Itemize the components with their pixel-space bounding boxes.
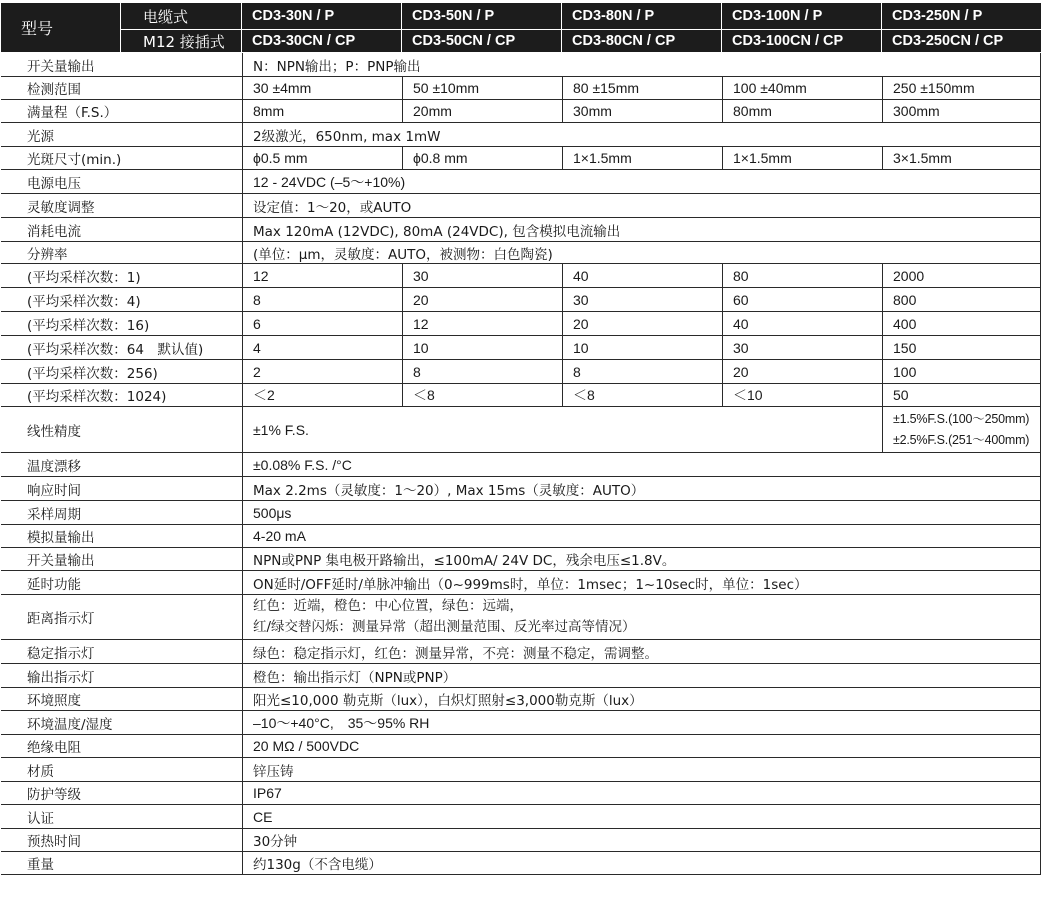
cell-30: 8	[242, 288, 402, 311]
row-avg-4	[1, 288, 1041, 312]
cell-250: 150	[882, 336, 1041, 359]
row-certification	[1, 805, 1041, 829]
row-value: 500μs	[242, 501, 1041, 524]
row-label: 环境温度/湿度	[27, 716, 113, 733]
cell-250: 100	[882, 360, 1041, 383]
row-label: 环境照度	[27, 693, 81, 709]
cell-80: 20	[562, 312, 722, 335]
row-value: 设定值：1～20，或AUTO	[242, 194, 1041, 217]
row-label: (平均采样次数：1)	[27, 269, 141, 286]
row-label: 预热时间	[27, 834, 81, 850]
row-value: ON延时/OFF延时/单脉冲输出（0~999ms时，单位：1msec；1~10sec时，单位：1sec）	[242, 571, 1041, 594]
row-label: 距离指示灯	[27, 611, 95, 627]
row-value: N：NPN输出；P：PNP输出	[242, 53, 1041, 76]
row-output-indicator	[1, 664, 1041, 688]
row-label: 模拟量输出	[27, 530, 95, 546]
row-label: 光源	[27, 128, 54, 145]
row-full-scale	[1, 100, 1041, 123]
cell-80: ＜8	[562, 384, 722, 406]
cell-100: 80	[722, 264, 882, 287]
row-sensitivity	[1, 194, 1041, 218]
cell-50: 20	[402, 288, 562, 311]
distance-line-2: 红/绿交替闪烁：测量异常（超出测量范围、反光率过高等情况）	[253, 619, 636, 635]
row-label: 延时功能	[27, 576, 81, 593]
model-header-cell: 型号	[1, 3, 121, 53]
cell-50: 8	[402, 360, 562, 383]
cell-50: 30	[402, 264, 562, 287]
model-cable-80: CD3-80N / P	[562, 3, 722, 30]
cell-100: ＜10	[722, 384, 882, 406]
cell-100: 20	[722, 360, 882, 383]
cell-30: 12	[242, 264, 402, 287]
m12-type-label: M12 接插式	[121, 30, 242, 53]
row-ambient-light	[1, 688, 1041, 711]
row-label: (平均采样次数：1024)	[27, 389, 167, 405]
row-label: 响应时间	[27, 482, 81, 499]
row-label: 灵敏度调整	[27, 199, 95, 216]
cell-50: 20mm	[402, 100, 562, 122]
cell-250: 250 ±150mm	[882, 77, 1041, 99]
row-value: 绿色：稳定指示灯，红色：测量异常，不亮：测量不稳定，需调整。	[242, 640, 1041, 663]
cell-250	[882, 407, 1041, 452]
row-label: 温度漂移	[27, 458, 81, 475]
row-label: 开关量输出	[27, 553, 95, 569]
cell-250: 300mm	[882, 100, 1041, 122]
row-stable-indicator	[1, 640, 1041, 664]
cell-30: ＜2	[242, 384, 402, 406]
cell-80: 40	[562, 264, 722, 287]
row-value: 约130g（不含电缆）	[242, 852, 1041, 874]
row-weight	[1, 852, 1041, 875]
cell-50: ＜8	[402, 384, 562, 406]
cell-80: 80 ±15mm	[562, 77, 722, 99]
row-temp-drift	[1, 453, 1041, 477]
row-warmup	[1, 829, 1041, 852]
cell-100: 80mm	[722, 100, 882, 122]
spec-table	[1, 3, 1041, 875]
cell-30: 8mm	[242, 100, 402, 122]
row-value: 4-20 mA	[242, 525, 1041, 547]
cell-80: 30	[562, 288, 722, 311]
row-value: Max 2.2ms（灵敏度：1～20）, Max 15ms（灵敏度：AUTO）	[242, 477, 1041, 500]
cell-100: 1×1.5mm	[722, 147, 882, 169]
row-label: 认证	[27, 810, 54, 827]
row-label: 分辨率	[27, 246, 68, 263]
row-light-source	[1, 123, 1041, 147]
row-label: 满量程（F.S.）	[27, 105, 118, 121]
row-value: 12 - 24VDC (–5～+10%)	[242, 170, 1041, 193]
row-response-time	[1, 477, 1041, 501]
model-cable-30: CD3-30N / P	[242, 3, 402, 30]
cell-250: 400	[882, 312, 1041, 335]
row-avg-1024	[1, 384, 1041, 407]
row-label: (平均采样次数：4)	[27, 293, 141, 310]
model-m12-80: CD3-80CN / CP	[562, 30, 722, 53]
row-detection-range	[1, 77, 1041, 100]
row-protection	[1, 782, 1041, 805]
model-m12-50: CD3-50CN / CP	[402, 30, 562, 53]
row-value: 2级激光，650nm, max 1mW	[242, 123, 1041, 146]
model-cable-50: CD3-50N / P	[402, 3, 562, 30]
cell-80: 1×1.5mm	[562, 147, 722, 169]
row-value: –10～+40°C, 35～95% RH	[242, 711, 1041, 734]
row-value: NPN或PNP 集电极开路输出，≤100mA/ 24V DC，残余电压≤1.8V。	[242, 548, 1041, 570]
row-avg-256	[1, 360, 1041, 384]
model-m12-100: CD3-100CN / CP	[722, 30, 882, 53]
cell-30: 30 ±4mm	[242, 77, 402, 99]
row-value: (单位：μm，灵敏度：AUTO，被测物：白色陶瓷)	[242, 242, 1041, 263]
row-value	[242, 595, 1041, 639]
row-label: 开关量输出	[27, 58, 95, 75]
row-label: (平均采样次数：256)	[27, 365, 158, 382]
row-value: Max 120mA (12VDC), 80mA (24VDC), 包含模拟电流输出	[242, 218, 1041, 241]
row-value: 阳光≤10,000 勒克斯（lux），白炽灯照射≤3,000勒克斯（lux）	[242, 688, 1041, 710]
row-label: 材质	[27, 763, 54, 780]
row-current	[1, 218, 1041, 242]
row-insulation	[1, 735, 1041, 758]
distance-line-1: 红色：近端，橙色：中心位置，绿色：远端，	[253, 598, 523, 614]
row-delay	[1, 571, 1041, 595]
cable-type-label: 电缆式	[121, 3, 242, 30]
row-avg-64	[1, 336, 1041, 360]
cell-30: 4	[242, 336, 402, 359]
cell-100: 30	[722, 336, 882, 359]
row-switch-output	[1, 53, 1041, 77]
row-label: 采样周期	[27, 506, 81, 523]
row-label: 防护等级	[27, 787, 81, 803]
row-supply-voltage	[1, 170, 1041, 194]
cell-250: 2000	[882, 264, 1041, 287]
cell-30: 2	[242, 360, 402, 383]
cell-50: ϕ0.8 mm	[402, 147, 562, 169]
cell-80: 8	[562, 360, 722, 383]
row-distance-indicator	[1, 595, 1041, 640]
row-value: CE	[242, 805, 1041, 828]
row-label: 绝缘电阻	[27, 740, 81, 756]
row-label: (平均采样次数：16)	[27, 317, 150, 334]
row-spot-size	[1, 147, 1041, 170]
row-label: 输出指示灯	[27, 669, 95, 686]
row-analog-output	[1, 525, 1041, 548]
row-value: 锌压铸	[242, 758, 1041, 781]
row-value: 橙色：输出指示灯（NPN或PNP）	[242, 664, 1041, 687]
cell-30: 6	[242, 312, 402, 335]
linearity-line-1: ±1.5%F.S.(100～250mm)	[893, 411, 1030, 426]
row-label: 重量	[27, 857, 54, 873]
cell-250: 3×1.5mm	[882, 147, 1041, 169]
row-ambient-temp	[1, 711, 1041, 735]
cell-80: 30mm	[562, 100, 722, 122]
model-m12-250: CD3-250CN / CP	[882, 30, 1041, 53]
row-avg-1	[1, 264, 1041, 288]
row-linearity	[1, 407, 1041, 453]
cell-250: 800	[882, 288, 1041, 311]
row-switch-output-2	[1, 548, 1041, 571]
row-value: 20 MΩ / 500VDC	[242, 735, 1041, 757]
row-label: 电源电压	[27, 175, 81, 192]
cell-80: 10	[562, 336, 722, 359]
model-cable-250: CD3-250N / P	[882, 3, 1041, 30]
row-label: 光斑尺寸(min.)	[27, 152, 122, 168]
cell-50: 50 ±10mm	[402, 77, 562, 99]
cell-100: 100 ±40mm	[722, 77, 882, 99]
cell-50: 12	[402, 312, 562, 335]
row-material	[1, 758, 1041, 782]
row-label: (平均采样次数：64 默认值)	[27, 341, 204, 358]
row-value: 30分钟	[242, 829, 1041, 851]
row-label: 稳定指示灯	[27, 645, 95, 662]
cell-100: 60	[722, 288, 882, 311]
row-sampling-period	[1, 501, 1041, 525]
row-value: IP67	[242, 782, 1041, 804]
linearity-line-2: ±2.5%F.S.(251～400mm)	[893, 432, 1030, 447]
cell-100: 40	[722, 312, 882, 335]
row-avg-16	[1, 312, 1041, 336]
row-resolution	[1, 242, 1041, 264]
model-cable-100: CD3-100N / P	[722, 3, 882, 30]
cell-30: ϕ0.5 mm	[242, 147, 402, 169]
row-label: 检测范围	[27, 82, 81, 98]
row-value: ±1% F.S.	[242, 407, 882, 452]
cell-250: 50	[882, 384, 1041, 406]
row-value: ±0.08% F.S. /°C	[242, 453, 1041, 476]
model-m12-30: CD3-30CN / CP	[242, 30, 402, 53]
row-label: 消耗电流	[27, 223, 81, 240]
cell-50: 10	[402, 336, 562, 359]
table-header	[1, 3, 1041, 53]
row-label: 线性精度	[27, 423, 81, 440]
